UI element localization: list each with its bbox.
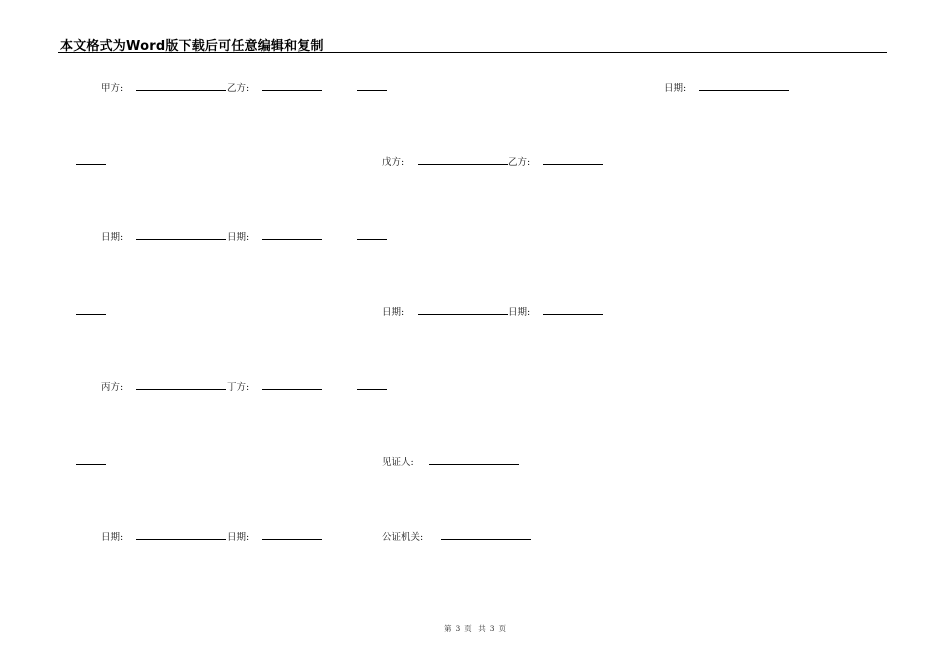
party-e-label: 戊方:: [382, 157, 405, 168]
footer-di: 第: [444, 624, 452, 633]
party-e-line: [418, 164, 508, 165]
blank-line: [357, 90, 387, 91]
header-rule: [58, 52, 887, 53]
date-line: [262, 539, 322, 540]
page-footer: [0, 623, 950, 634]
date-label: 日期:: [101, 232, 124, 243]
party-d-label: 丁方:: [227, 382, 250, 393]
date-line: [262, 239, 322, 240]
date-label: 日期:: [227, 532, 250, 543]
footer-ye2: 页: [498, 624, 506, 633]
blank-line: [357, 389, 387, 390]
blank-line: [76, 314, 106, 315]
notary-line: [441, 539, 531, 540]
blank-line: [357, 239, 387, 240]
date-line: [136, 239, 226, 240]
party-b-label-2: 乙方:: [508, 157, 531, 168]
date-label: 日期:: [101, 532, 124, 543]
blank-line: [76, 464, 106, 465]
notary-label: 公证机关:: [382, 532, 424, 543]
party-b-line: [262, 90, 322, 91]
party-b-line-2: [543, 164, 603, 165]
footer-page-number: 3: [455, 624, 461, 633]
party-c-line: [136, 389, 226, 390]
party-c-label: 丙方:: [101, 382, 124, 393]
witness-label: 见证人:: [382, 457, 414, 468]
header-text: 本文格式为Word版下载后可任意编辑和复制: [60, 39, 324, 54]
footer-ye: 页: [464, 624, 472, 633]
witness-line: [429, 464, 519, 465]
party-a-label: 甲方:: [101, 83, 124, 94]
date-label: 日期:: [664, 83, 687, 94]
date-label: 日期:: [382, 307, 405, 318]
date-line: [699, 90, 789, 91]
date-line: [543, 314, 603, 315]
blank-line: [76, 164, 106, 165]
party-b-label: 乙方:: [227, 83, 250, 94]
footer-total-pages: 3: [489, 624, 495, 633]
date-line: [136, 539, 226, 540]
date-line: [418, 314, 508, 315]
party-a-line: [136, 90, 226, 91]
date-label: 日期:: [227, 232, 250, 243]
party-d-line: [262, 389, 322, 390]
date-label: 日期:: [508, 307, 531, 318]
footer-gong: 共: [478, 624, 486, 633]
